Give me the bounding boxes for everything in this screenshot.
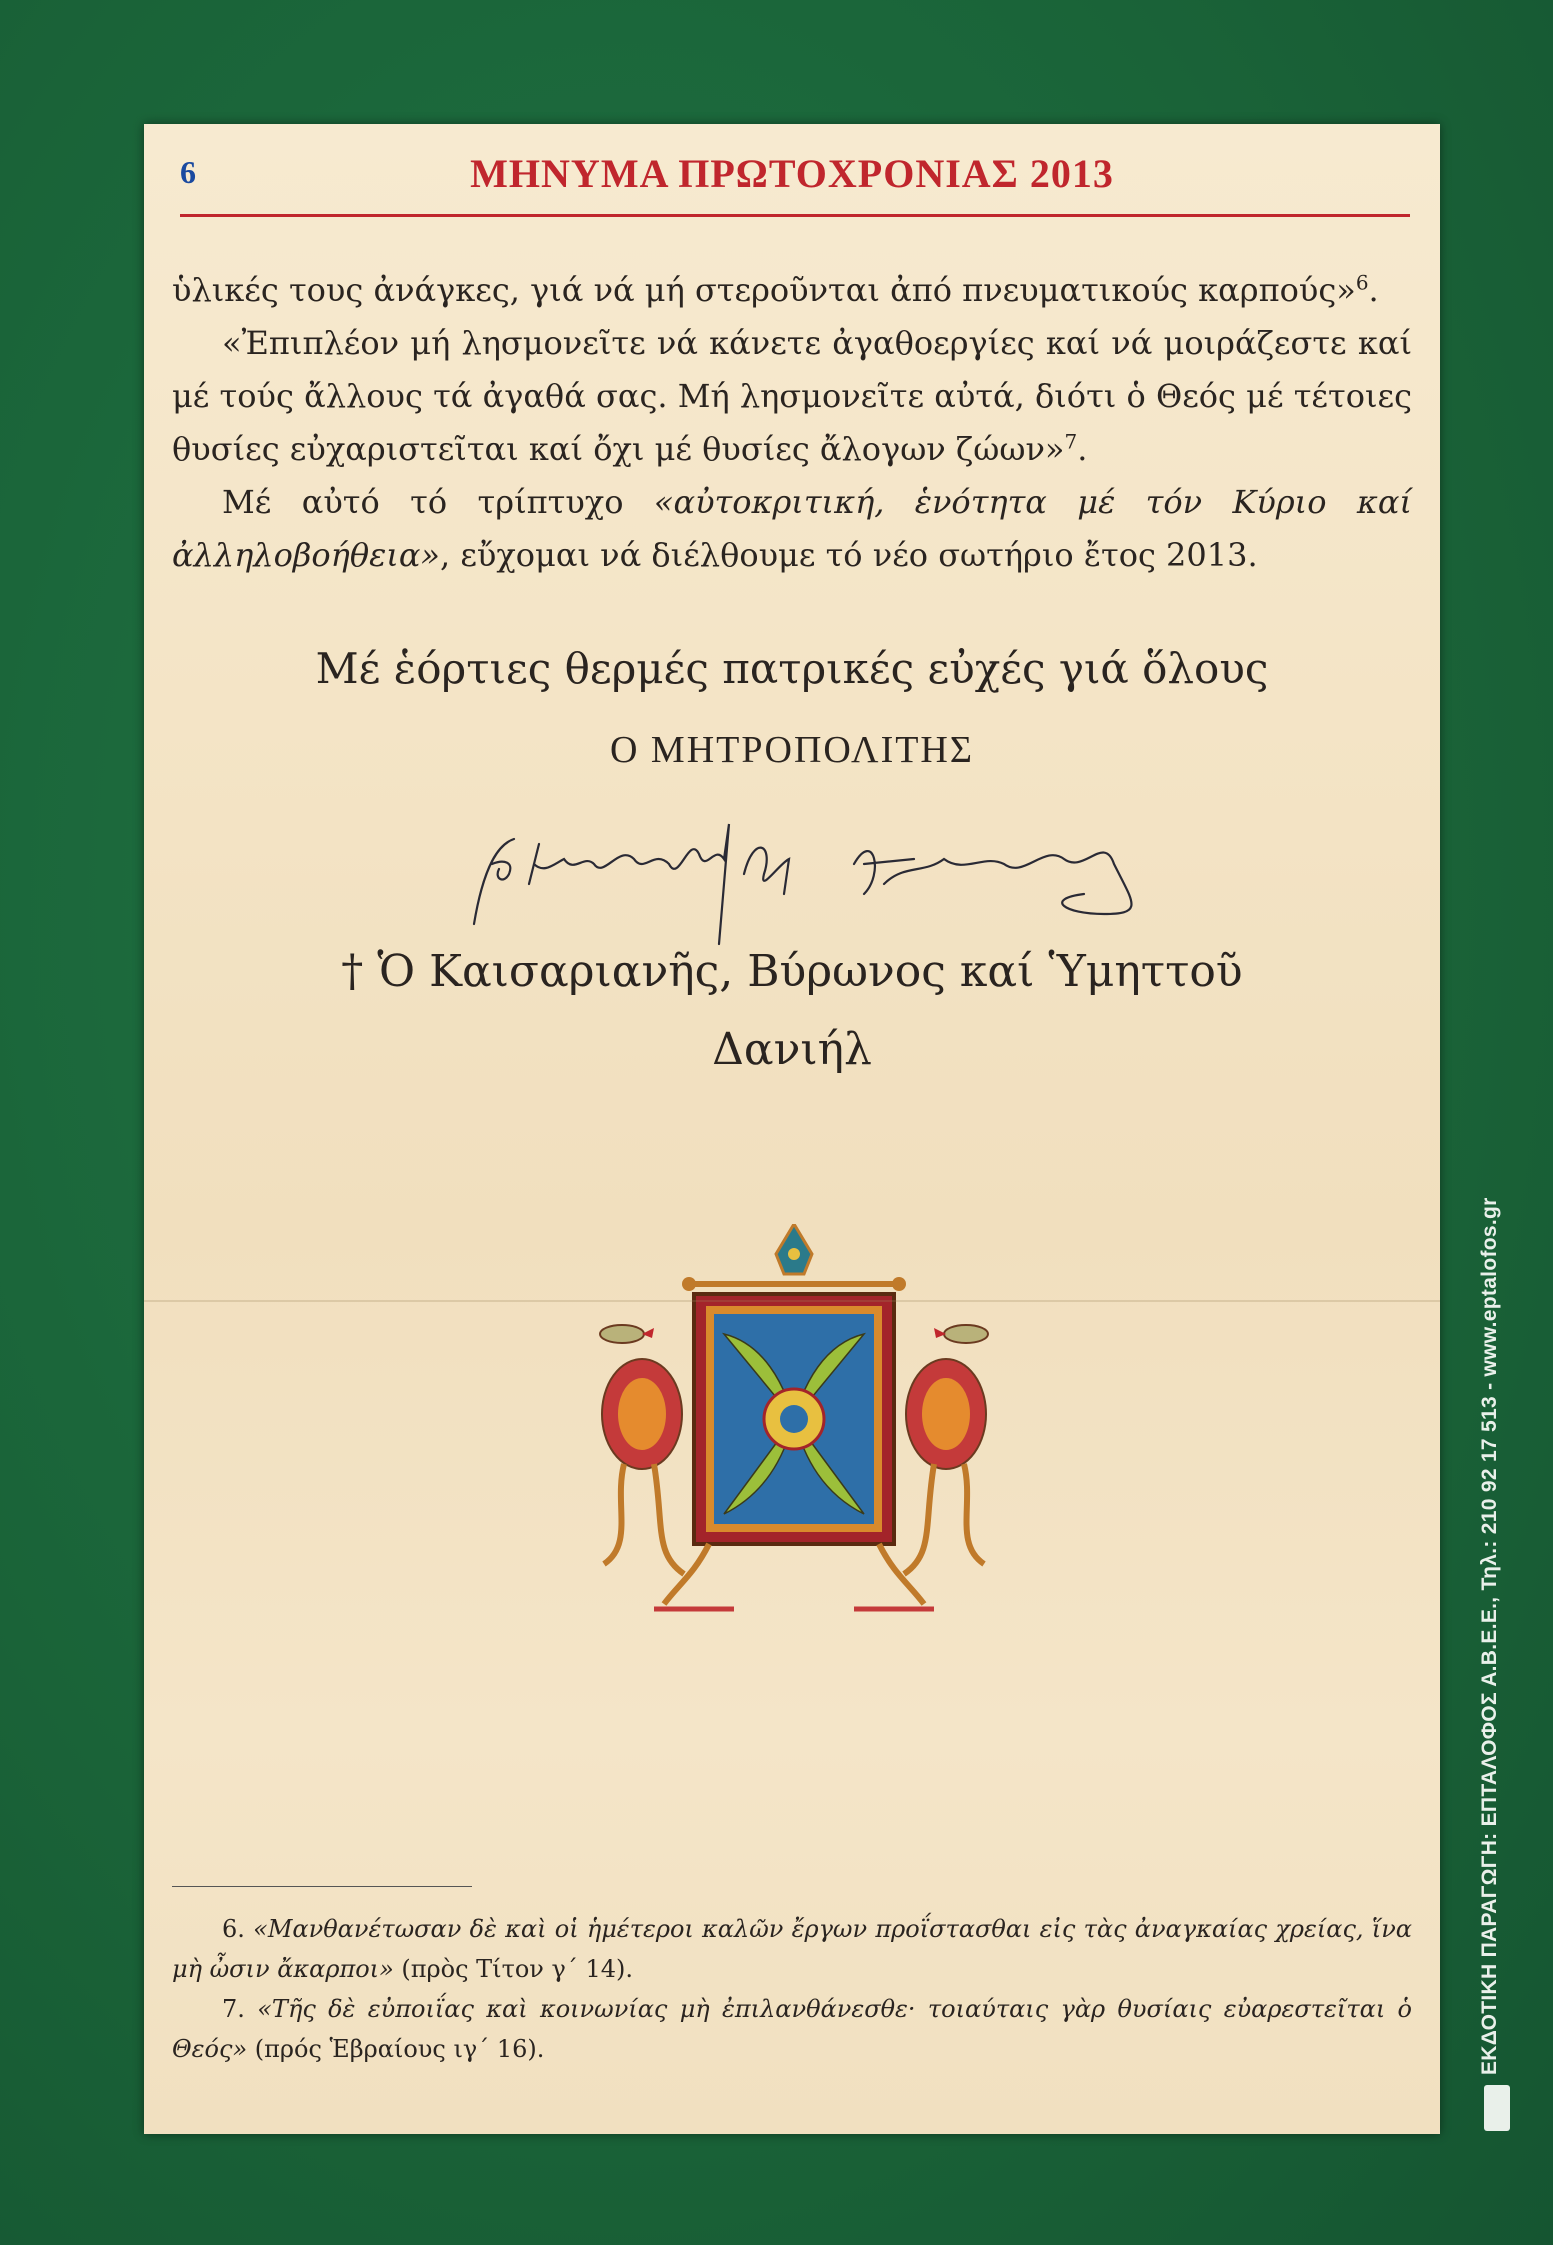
footnote-ref-6[interactable]: 6: [1355, 270, 1369, 295]
byzantine-ornament: [584, 1224, 1004, 1624]
paper-fold-line: [144, 1300, 1440, 1302]
footnote-rule: [172, 1886, 472, 1887]
right-bird-ornament: [904, 1325, 988, 1574]
footnote-7: 7. «Τῆς δὲ εὐποιΐας καὶ κοινωνίας μὴ ἐπιλανθάνεσθε· τοιαύταις γὰρ θυσίαις εὐαρεστεῖται ὁ Θεός» (πρός Ἑβραίους ιγ΄ 16).: [172, 1995, 1413, 2063]
closing-wishes: Μέ ἑόρτιες θερμές πατρικές εὐχές γιά ὅλους: [315, 644, 1269, 693]
page: [144, 124, 1440, 2134]
signatory-line-1: † Ὁ Καισαριανῆς, Βύρωνος καί Ὑμηττοῦ: [341, 946, 1243, 997]
footnotes: [172, 1909, 1412, 2069]
paragraph-2: «Ἐπιπλέον μή λησμονεῖτε νά κάνετε ἀγαθοεργίες καί νά μοιράζεστε καί μέ τούς ἄλλους τά ἀγαθά σας. Μή λησμονεῖτε αὐτά, διότι ὁ Θεός μέ τέτοιες θυσίες εὐχαριστεῖται καί ὄχι μέ θυσίες ἄλογων ζώων»$^7$.: [172, 324, 1412, 468]
signatory-name: Δανιήλ: [712, 1024, 872, 1075]
paragraph-3: Μέ αὐτό τό τρίπτυχο «αὐτοκριτική, ἑνότητα μέ τόν Κύριο καί ἀλληλοβοήθεια», εὔχομαι νά διέλθουμε τό νέο σωτήριο ἔτος 2013.: [172, 483, 1413, 574]
paragraph-1: ὑλικές τους ἀνάγκες, γιά νά μή στεροῦνται ἀπό πνευματικούς καρπούς»$^6$.: [172, 270, 1379, 309]
handwritten-signature: [444, 804, 1164, 954]
page-number: 6: [180, 154, 196, 190]
publisher-logo-icon: [1484, 2085, 1510, 2131]
triptych-quote: «αὐτοκριτική, ἑνότητα μέ τόν Κύριο καί ἀλληλοβοήθεια»: [172, 483, 1413, 574]
left-bird-ornament: [600, 1325, 684, 1574]
footnote-6: 6. «Μανθανέτωσαν δὲ καὶ οἱ ἡμέτεροι καλῶν ἔργων προΐστασθαι εἰς τὰς ἀναγκαίας χρείας, ἵνα μὴ ὦσιν ἄκαρποι» (πρὸς Τίτον γ΄ 14).: [172, 1915, 1413, 1983]
metropolitan-title: Ο ΜΗΤΡΟΠΟΛΙΤΗΣ: [609, 729, 974, 771]
body-text: [172, 264, 1412, 582]
publisher-imprint: ΕΚΔΟΤΙΚΗ ΠΑΡΑΓΩΓΗ: ΕΠΤΑΛΟΦΟΣ Α.Β.Ε.Ε., Τηλ.: 210 92 17 513 - www.eptalofos.gr: [1478, 1197, 1501, 2075]
footnote-ref-7[interactable]: 7: [1064, 429, 1078, 454]
running-title: ΜΗΝΥΜΑ ΠΡΩΤΟΧΡΟΝΙΑΣ 2013: [470, 151, 1114, 196]
